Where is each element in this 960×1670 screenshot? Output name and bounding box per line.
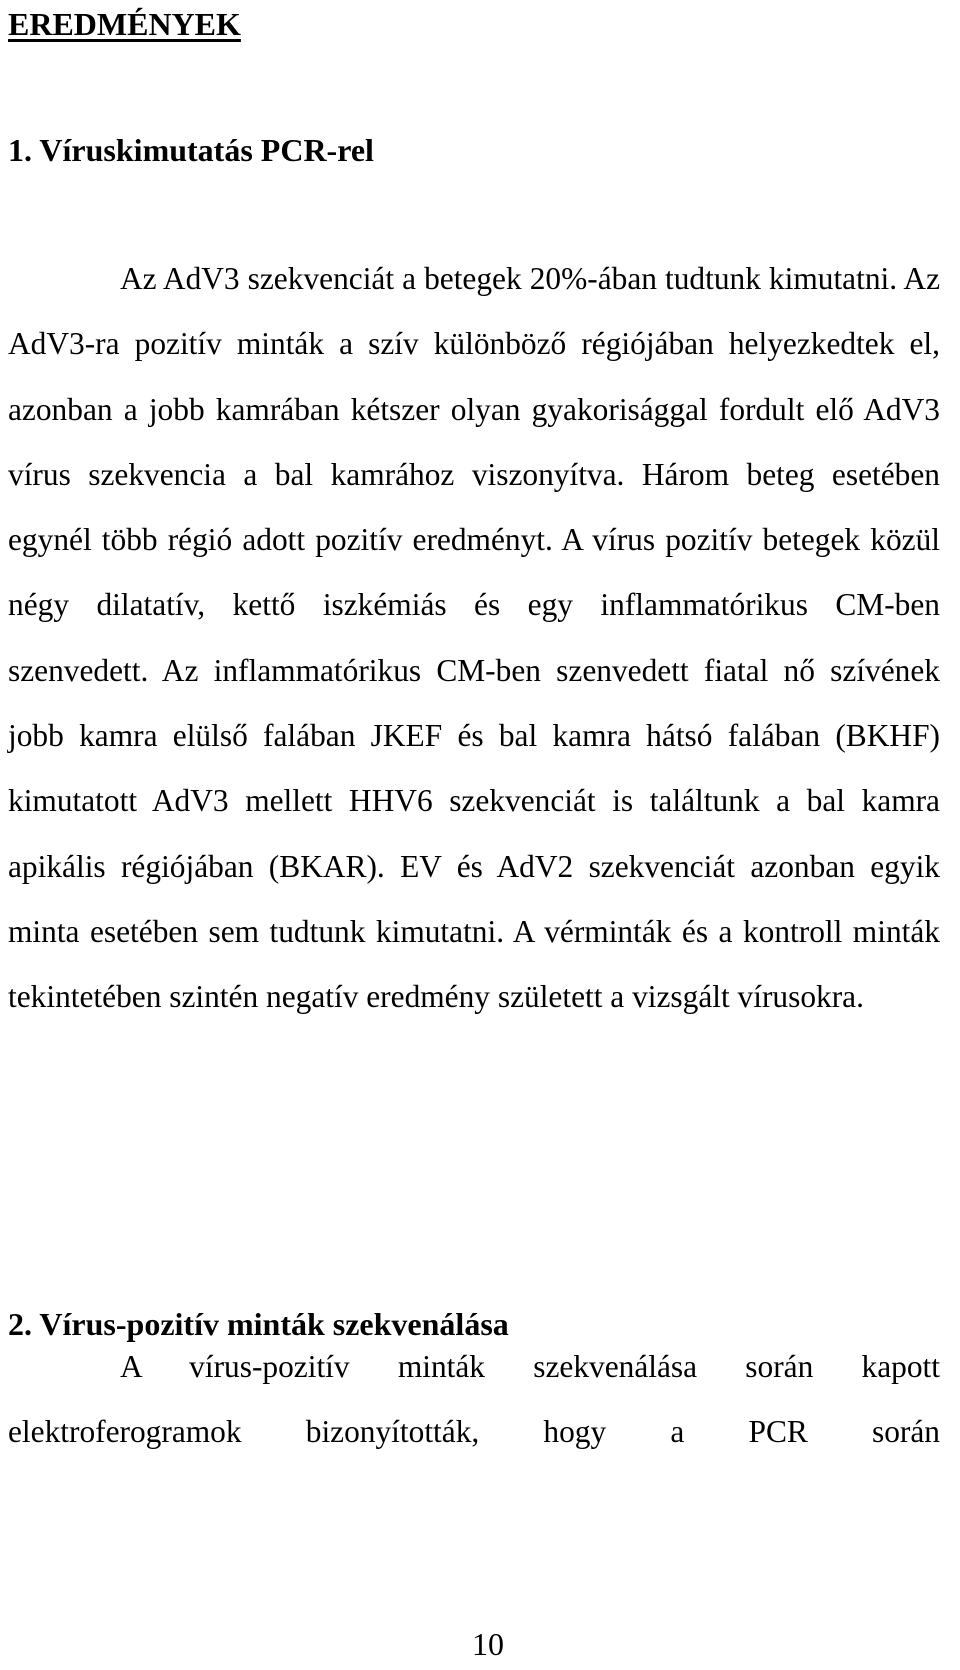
page-number: 10 <box>472 1626 504 1662</box>
section-1-heading: 1. Víruskimutatás PCR-rel <box>8 132 374 168</box>
section-2-paragraph: A vírus-pozitív minták szekvenálása során kapott elektroferogramok bizonyították, hogy a PCR során <box>8 1349 940 1450</box>
section-1-paragraph: Az AdV3 szekvenciát a betegek 20%-ában tudtunk kimutatni. Az AdV3-ra pozitív minták a szív különböző régiójában helyezkedtek el, azonban a jobb kamrában kétszer olyan gyakorisággal fordult elő AdV3 vírus szekvencia a bal kamrához viszonyítva. Három beteg esetében egynél több régió adott pozitív eredményt. A vírus pozitív betegek közül négy dilatatív, kettő iszkémiás és egy inflammatórikus CM-ben szenvedett. Az inflammatórikus CM-ben szenvedett fiatal nő szívének jobb kamra elülső falában JKEF és bal kamra hátsó falában (BKHF) kimutatott AdV3 mellett HHV6 szekvenciát is találtunk a bal kamra apikális régiójában (BKAR). EV és AdV2 szekvenciát azonban egyik minta esetében sem tudtunk kimutatni. A vérminták és a kontroll minták tekintetében szintén negatív eredmény született a vizsgált vírusokra. <box>8 261 940 1015</box>
main-heading: EREDMÉNYEK <box>8 6 241 42</box>
section-2-heading: 2. Vírus-pozitív minták szekvenálása <box>8 1306 509 1342</box>
